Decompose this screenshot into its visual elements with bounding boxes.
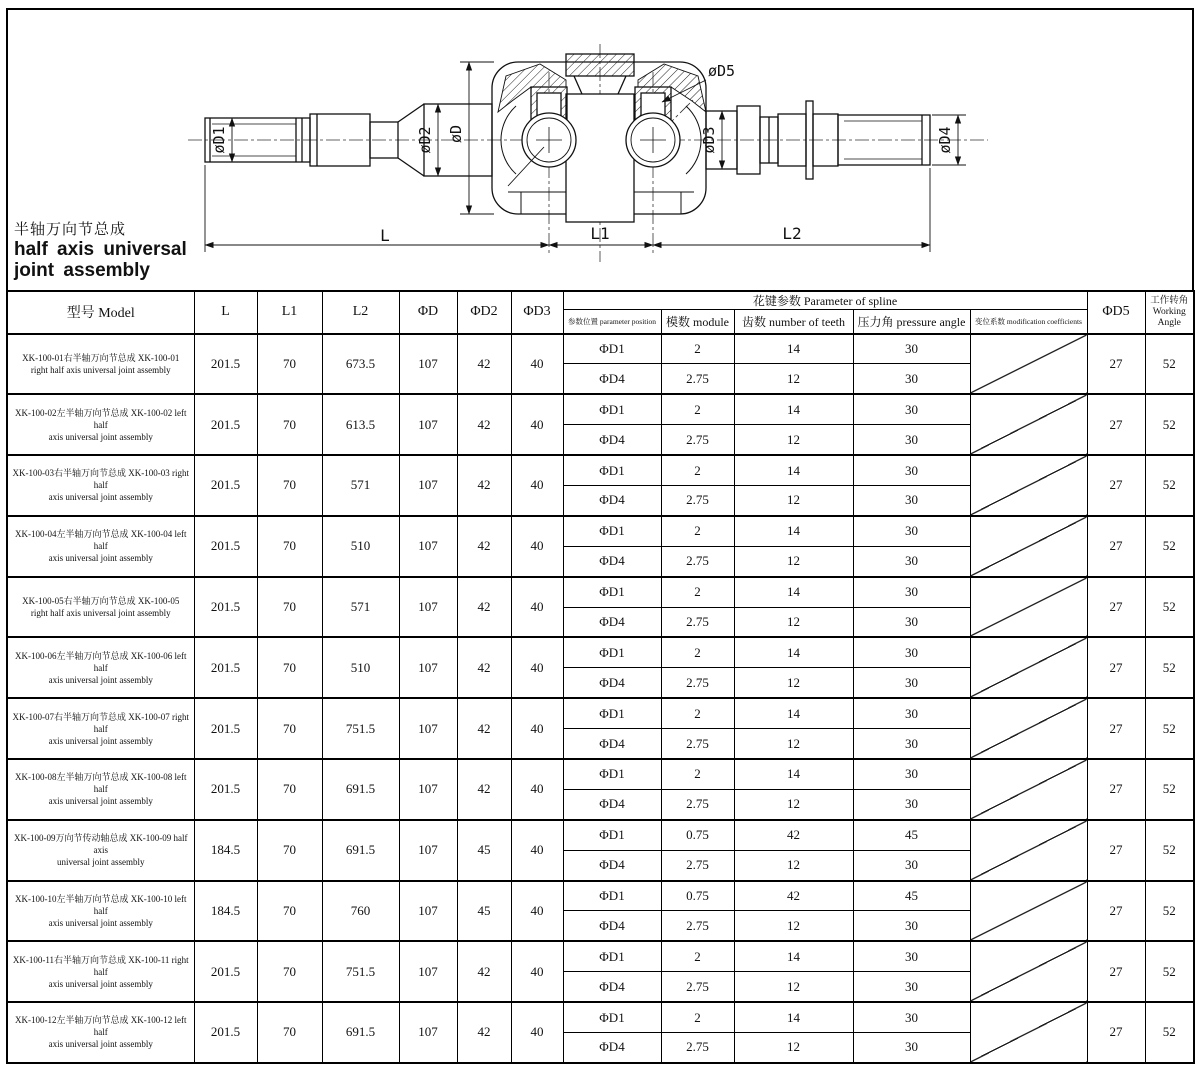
spline-module-cell: 2.75 (661, 425, 734, 455)
value-cell-d5: 27 (1087, 334, 1145, 395)
table-row (7, 1002, 1194, 1032)
spline-teeth-cell: 12 (734, 425, 853, 455)
value-cell-l1: 70 (257, 1002, 322, 1063)
spline-pos-cell: ΦD4 (563, 546, 661, 576)
value-cell-d: 107 (399, 334, 457, 395)
spline-angle-cell: 30 (853, 485, 970, 515)
spline-angle-cell: 30 (853, 729, 970, 759)
spline-angle-cell: 30 (853, 516, 970, 546)
spline-pos-cell: ΦD1 (563, 698, 661, 728)
spline-teeth-cell: 12 (734, 668, 853, 698)
value-cell-d3: 40 (511, 455, 563, 516)
model-line1: XK-100-06左半轴万向节总成 XK-100-06 left half (15, 650, 187, 673)
spline-teeth-cell: 12 (734, 729, 853, 759)
working-angle-cell: 52 (1145, 637, 1194, 698)
spline-module-cell: 2.75 (661, 729, 734, 759)
spline-teeth-cell: 12 (734, 1032, 853, 1062)
spline-pos-cell: ΦD4 (563, 668, 661, 698)
title-english-line1: half axis universal (14, 239, 187, 260)
working-angle-cell: 52 (1145, 881, 1194, 942)
spline-pos-cell: ΦD4 (563, 425, 661, 455)
value-cell-d2: 42 (457, 516, 511, 577)
spline-teeth-cell: 12 (734, 607, 853, 637)
spline-module-cell: 2 (661, 637, 734, 667)
value-cell-l2: 571 (322, 577, 399, 638)
table-row (7, 881, 1194, 911)
value-cell-l: 201.5 (194, 516, 257, 577)
value-cell-d5: 27 (1087, 637, 1145, 698)
value-cell-d5: 27 (1087, 394, 1145, 455)
spline-module-cell: 2 (661, 1002, 734, 1032)
value-cell-l: 201.5 (194, 455, 257, 516)
spline-angle-cell: 30 (853, 546, 970, 576)
header-mod-coeff: 变位系数 modification coefficients (970, 310, 1087, 334)
table-row (7, 577, 1194, 607)
value-cell-l1: 70 (257, 577, 322, 638)
header-param-position: 参数位置 parameter position (563, 310, 661, 334)
value-cell-d5: 27 (1087, 698, 1145, 759)
model-line2: universal joint assembly (57, 857, 145, 868)
working-angle-cell: 52 (1145, 577, 1194, 638)
spline-angle-cell: 45 (853, 881, 970, 911)
spline-angle-cell: 30 (853, 425, 970, 455)
model-line2: axis universal joint assembly (48, 917, 153, 928)
value-cell-d5: 27 (1087, 941, 1145, 1002)
spline-module-cell: 2 (661, 759, 734, 789)
spline-teeth-cell: 14 (734, 394, 853, 424)
spline-angle-cell: 30 (853, 850, 970, 880)
value-cell-l1: 70 (257, 820, 322, 881)
model-cell (7, 759, 194, 820)
spline-module-cell: 2.75 (661, 972, 734, 1002)
table-row (7, 637, 1194, 667)
spline-pos-cell: ΦD4 (563, 911, 661, 941)
spline-module-cell: 2 (661, 577, 734, 607)
model-line2: axis universal joint assembly (48, 492, 153, 503)
spline-teeth-cell: 14 (734, 698, 853, 728)
modification-coefficient-cell (970, 941, 1087, 1002)
value-cell-d: 107 (399, 759, 457, 820)
spline-teeth-cell: 42 (734, 881, 853, 911)
value-cell-l1: 70 (257, 941, 322, 1002)
model-line1: XK-100-11右半轴万向节总成 XK-100-11 right half (12, 954, 189, 977)
header-spline-group: 花键参数 Parameter of spline (563, 291, 1087, 310)
modification-coefficient-cell (970, 637, 1087, 698)
spline-angle-cell: 30 (853, 759, 970, 789)
model-cell (7, 881, 194, 942)
spline-pos-cell: ΦD1 (563, 820, 661, 850)
spline-angle-cell: 45 (853, 820, 970, 850)
spline-pos-cell: ΦD1 (563, 455, 661, 485)
value-cell-l2: 510 (322, 637, 399, 698)
value-cell-l: 201.5 (194, 1002, 257, 1063)
value-cell-d: 107 (399, 1002, 457, 1063)
header-d: ΦD (399, 291, 457, 334)
spline-pos-cell: ΦD1 (563, 881, 661, 911)
value-cell-d: 107 (399, 820, 457, 881)
value-cell-d2: 42 (457, 394, 511, 455)
header-working-angle-zh: 工作转角 (1150, 295, 1189, 306)
value-cell-d2: 45 (457, 881, 511, 942)
value-cell-l2: 751.5 (322, 698, 399, 759)
value-cell-d3: 40 (511, 334, 563, 395)
model-line2: axis universal joint assembly (48, 431, 153, 442)
value-cell-d5: 27 (1087, 577, 1145, 638)
modification-coefficient-cell (970, 455, 1087, 516)
spline-module-cell: 2.75 (661, 850, 734, 880)
value-cell-d: 107 (399, 637, 457, 698)
spline-module-cell: 2 (661, 394, 734, 424)
model-line2: axis universal joint assembly (48, 978, 153, 989)
model-line1: XK-100-07右半轴万向节总成 XK-100-07 right half (12, 711, 189, 734)
working-angle-cell: 52 (1145, 820, 1194, 881)
modification-coefficient-cell (970, 881, 1087, 942)
spline-module-cell: 2 (661, 516, 734, 546)
spline-pos-cell: ΦD1 (563, 941, 661, 971)
value-cell-l2: 691.5 (322, 1002, 399, 1063)
spline-angle-cell: 30 (853, 911, 970, 941)
spline-module-cell: 0.75 (661, 881, 734, 911)
spline-angle-cell: 30 (853, 455, 970, 485)
model-cell (7, 1002, 194, 1063)
title-english-line2: joint assembly (14, 260, 150, 281)
header-working-angle-en: Working Angle (1152, 306, 1186, 328)
working-angle-cell: 52 (1145, 516, 1194, 577)
value-cell-d: 107 (399, 394, 457, 455)
table-row (7, 334, 1194, 364)
spline-teeth-cell: 12 (734, 850, 853, 880)
model-line1: XK-100-08左半轴万向节总成 XK-100-08 left half (15, 772, 187, 795)
spline-module-cell: 2 (661, 334, 734, 364)
spline-module-cell: 0.75 (661, 820, 734, 850)
spline-teeth-cell: 14 (734, 941, 853, 971)
model-cell (7, 637, 194, 698)
spline-pos-cell: ΦD4 (563, 485, 661, 515)
value-cell-d3: 40 (511, 820, 563, 881)
model-line2: axis universal joint assembly (48, 674, 153, 685)
value-cell-l2: 510 (322, 516, 399, 577)
model-cell (7, 941, 194, 1002)
value-cell-d: 107 (399, 881, 457, 942)
spline-pos-cell: ΦD1 (563, 516, 661, 546)
header-l1: L1 (257, 291, 322, 334)
dim-label-d5: øD5 (708, 62, 736, 80)
spline-module-cell: 2 (661, 698, 734, 728)
spline-pos-cell: ΦD4 (563, 850, 661, 880)
spline-angle-cell: 30 (853, 789, 970, 819)
spline-teeth-cell: 14 (734, 759, 853, 789)
spline-module-cell: 2.75 (661, 911, 734, 941)
value-cell-d5: 27 (1087, 455, 1145, 516)
table-row (7, 820, 1194, 850)
value-cell-d5: 27 (1087, 1002, 1145, 1063)
model-line1: XK-100-01右半轴万向节总成 XK-100-01 (22, 352, 180, 363)
value-cell-l1: 70 (257, 637, 322, 698)
model-line1: XK-100-12左半轴万向节总成 XK-100-12 left half (15, 1015, 187, 1038)
spline-module-cell: 2.75 (661, 1032, 734, 1062)
header-d2: ΦD2 (457, 291, 511, 334)
spline-teeth-cell: 14 (734, 637, 853, 667)
value-cell-l: 201.5 (194, 941, 257, 1002)
spline-teeth-cell: 12 (734, 911, 853, 941)
spline-module-cell: 2.75 (661, 789, 734, 819)
header-module: 模数 module (661, 310, 734, 334)
spline-pos-cell: ΦD4 (563, 972, 661, 1002)
spline-pos-cell: ΦD4 (563, 789, 661, 819)
value-cell-d: 107 (399, 941, 457, 1002)
spline-angle-cell: 30 (853, 394, 970, 424)
value-cell-l1: 70 (257, 394, 322, 455)
value-cell-l: 184.5 (194, 820, 257, 881)
model-line1: XK-100-04左半轴万向节总成 XK-100-04 left half (15, 529, 187, 552)
spline-pos-cell: ΦD4 (563, 729, 661, 759)
value-cell-d3: 40 (511, 637, 563, 698)
spline-pos-cell: ΦD4 (563, 364, 661, 394)
modification-coefficient-cell (970, 394, 1087, 455)
spec-table (6, 290, 1195, 1064)
spline-teeth-cell: 12 (734, 789, 853, 819)
value-cell-l2: 760 (322, 881, 399, 942)
value-cell-l: 201.5 (194, 394, 257, 455)
spline-pos-cell: ΦD1 (563, 637, 661, 667)
spline-angle-cell: 30 (853, 607, 970, 637)
spline-angle-cell: 30 (853, 577, 970, 607)
value-cell-d3: 40 (511, 516, 563, 577)
dim-label-d3: øD3 (700, 126, 718, 154)
dim-label-d4: øD4 (936, 126, 954, 154)
value-cell-d: 107 (399, 698, 457, 759)
model-cell (7, 516, 194, 577)
spline-module-cell: 2.75 (661, 485, 734, 515)
value-cell-d5: 27 (1087, 820, 1145, 881)
table-row (7, 941, 1194, 971)
header-teeth: 齿数 number of teeth (734, 310, 853, 334)
spline-pos-cell: ΦD1 (563, 759, 661, 789)
modification-coefficient-cell (970, 1002, 1087, 1063)
spline-pos-cell: ΦD4 (563, 607, 661, 637)
header-l2: L2 (322, 291, 399, 334)
value-cell-d2: 45 (457, 820, 511, 881)
dim-label-l2: L2 (782, 224, 802, 243)
value-cell-d3: 40 (511, 759, 563, 820)
value-cell-d2: 42 (457, 637, 511, 698)
modification-coefficient-cell (970, 334, 1087, 395)
spline-module-cell: 2.75 (661, 607, 734, 637)
spline-angle-cell: 30 (853, 1002, 970, 1032)
spline-teeth-cell: 14 (734, 455, 853, 485)
header-pressure-angle: 压力角 pressure angle (853, 310, 970, 334)
dim-label-l: L (380, 226, 390, 245)
value-cell-d2: 42 (457, 698, 511, 759)
value-cell-d5: 27 (1087, 881, 1145, 942)
spline-teeth-cell: 12 (734, 364, 853, 394)
value-cell-l2: 673.5 (322, 334, 399, 395)
modification-coefficient-cell (970, 577, 1087, 638)
spline-module-cell: 2.75 (661, 364, 734, 394)
value-cell-l1: 70 (257, 698, 322, 759)
model-cell (7, 820, 194, 881)
value-cell-d3: 40 (511, 698, 563, 759)
model-cell (7, 394, 194, 455)
header-working-angle (1145, 291, 1194, 334)
value-cell-l1: 70 (257, 334, 322, 395)
spline-module-cell: 2 (661, 455, 734, 485)
modification-coefficient-cell (970, 820, 1087, 881)
table-row (7, 698, 1194, 728)
header-d3: ΦD3 (511, 291, 563, 334)
model-line2: axis universal joint assembly (48, 1039, 153, 1050)
spline-angle-cell: 30 (853, 334, 970, 364)
value-cell-l: 201.5 (194, 334, 257, 395)
value-cell-l2: 691.5 (322, 820, 399, 881)
value-cell-l1: 70 (257, 455, 322, 516)
value-cell-d2: 42 (457, 334, 511, 395)
working-angle-cell: 52 (1145, 394, 1194, 455)
dim-label-d2: øD2 (416, 126, 434, 154)
header-model: 型号 Model (7, 291, 194, 334)
model-cell (7, 455, 194, 516)
spec-table-body (7, 334, 1194, 1063)
value-cell-l2: 751.5 (322, 941, 399, 1002)
working-angle-cell: 52 (1145, 334, 1194, 395)
spline-teeth-cell: 14 (734, 334, 853, 364)
model-line1: XK-100-03右半轴万向节总成 XK-100-03 right half (12, 468, 189, 491)
value-cell-l: 201.5 (194, 637, 257, 698)
value-cell-d3: 40 (511, 941, 563, 1002)
title-chinese: 半轴万向节总成 (14, 222, 127, 238)
value-cell-d5: 27 (1087, 759, 1145, 820)
spline-angle-cell: 30 (853, 941, 970, 971)
spline-module-cell: 2.75 (661, 546, 734, 576)
working-angle-cell: 52 (1145, 698, 1194, 759)
value-cell-d2: 42 (457, 577, 511, 638)
model-line1: XK-100-10左半轴万向节总成 XK-100-10 left half (15, 893, 187, 916)
value-cell-l: 184.5 (194, 881, 257, 942)
joint-housing (492, 54, 706, 222)
spline-angle-cell: 30 (853, 637, 970, 667)
dim-label-l1: L1 (590, 224, 610, 243)
spline-pos-cell: ΦD4 (563, 1032, 661, 1062)
model-line2: axis universal joint assembly (48, 735, 153, 746)
model-cell (7, 334, 194, 395)
working-angle-cell: 52 (1145, 1002, 1194, 1063)
value-cell-d3: 40 (511, 1002, 563, 1063)
value-cell-d3: 40 (511, 394, 563, 455)
spline-teeth-cell: 12 (734, 972, 853, 1002)
value-cell-l2: 571 (322, 455, 399, 516)
model-cell (7, 698, 194, 759)
modification-coefficient-cell (970, 759, 1087, 820)
table-row (7, 759, 1194, 789)
spline-pos-cell: ΦD1 (563, 334, 661, 364)
spline-pos-cell: ΦD1 (563, 577, 661, 607)
value-cell-l1: 70 (257, 759, 322, 820)
value-cell-l1: 70 (257, 881, 322, 942)
spline-module-cell: 2 (661, 941, 734, 971)
dim-label-d: øD (447, 124, 465, 144)
value-cell-l: 201.5 (194, 759, 257, 820)
value-cell-l: 201.5 (194, 698, 257, 759)
value-cell-d5: 27 (1087, 516, 1145, 577)
spline-teeth-cell: 14 (734, 1002, 853, 1032)
working-angle-cell: 52 (1145, 941, 1194, 1002)
spline-teeth-cell: 14 (734, 516, 853, 546)
value-cell-d3: 40 (511, 577, 563, 638)
model-line2: right half axis universal joint assembly (30, 364, 171, 375)
spline-teeth-cell: 12 (734, 485, 853, 515)
value-cell-l2: 613.5 (322, 394, 399, 455)
value-cell-l1: 70 (257, 516, 322, 577)
value-cell-d2: 42 (457, 759, 511, 820)
table-row (7, 455, 1194, 485)
value-cell-d3: 40 (511, 881, 563, 942)
value-cell-d: 107 (399, 516, 457, 577)
value-cell-d: 107 (399, 455, 457, 516)
value-cell-l: 201.5 (194, 577, 257, 638)
spline-pos-cell: ΦD1 (563, 394, 661, 424)
model-line1: XK-100-02左半轴万向节总成 XK-100-02 left half (15, 407, 187, 430)
table-row (7, 394, 1194, 424)
value-cell-d: 107 (399, 577, 457, 638)
table-row (7, 516, 1194, 546)
spline-angle-cell: 30 (853, 698, 970, 728)
spline-angle-cell: 30 (853, 364, 970, 394)
spline-pos-cell: ΦD1 (563, 1002, 661, 1032)
model-line1: XK-100-05右半轴万向节总成 XK-100-05 (22, 596, 180, 607)
header-d5: ΦD5 (1087, 291, 1145, 334)
value-cell-l2: 691.5 (322, 759, 399, 820)
modification-coefficient-cell (970, 516, 1087, 577)
model-cell (7, 577, 194, 638)
spline-angle-cell: 30 (853, 1032, 970, 1062)
spline-teeth-cell: 42 (734, 820, 853, 850)
spline-angle-cell: 30 (853, 668, 970, 698)
model-line2: right half axis universal joint assembly (30, 608, 171, 619)
model-line2: axis universal joint assembly (48, 796, 153, 807)
model-line2: axis universal joint assembly (48, 553, 153, 564)
header-l: L (194, 291, 257, 334)
working-angle-cell: 52 (1145, 759, 1194, 820)
spline-module-cell: 2.75 (661, 668, 734, 698)
spline-angle-cell: 30 (853, 972, 970, 1002)
dim-label-d1: øD1 (210, 126, 228, 154)
spline-teeth-cell: 14 (734, 577, 853, 607)
modification-coefficient-cell (970, 698, 1087, 759)
value-cell-d2: 42 (457, 1002, 511, 1063)
spline-teeth-cell: 12 (734, 546, 853, 576)
value-cell-d2: 42 (457, 455, 511, 516)
model-line1: XK-100-09万向节传动轴总成 XK-100-09 half axis (14, 833, 188, 856)
value-cell-d2: 42 (457, 941, 511, 1002)
title-block (14, 218, 187, 281)
working-angle-cell: 52 (1145, 455, 1194, 516)
